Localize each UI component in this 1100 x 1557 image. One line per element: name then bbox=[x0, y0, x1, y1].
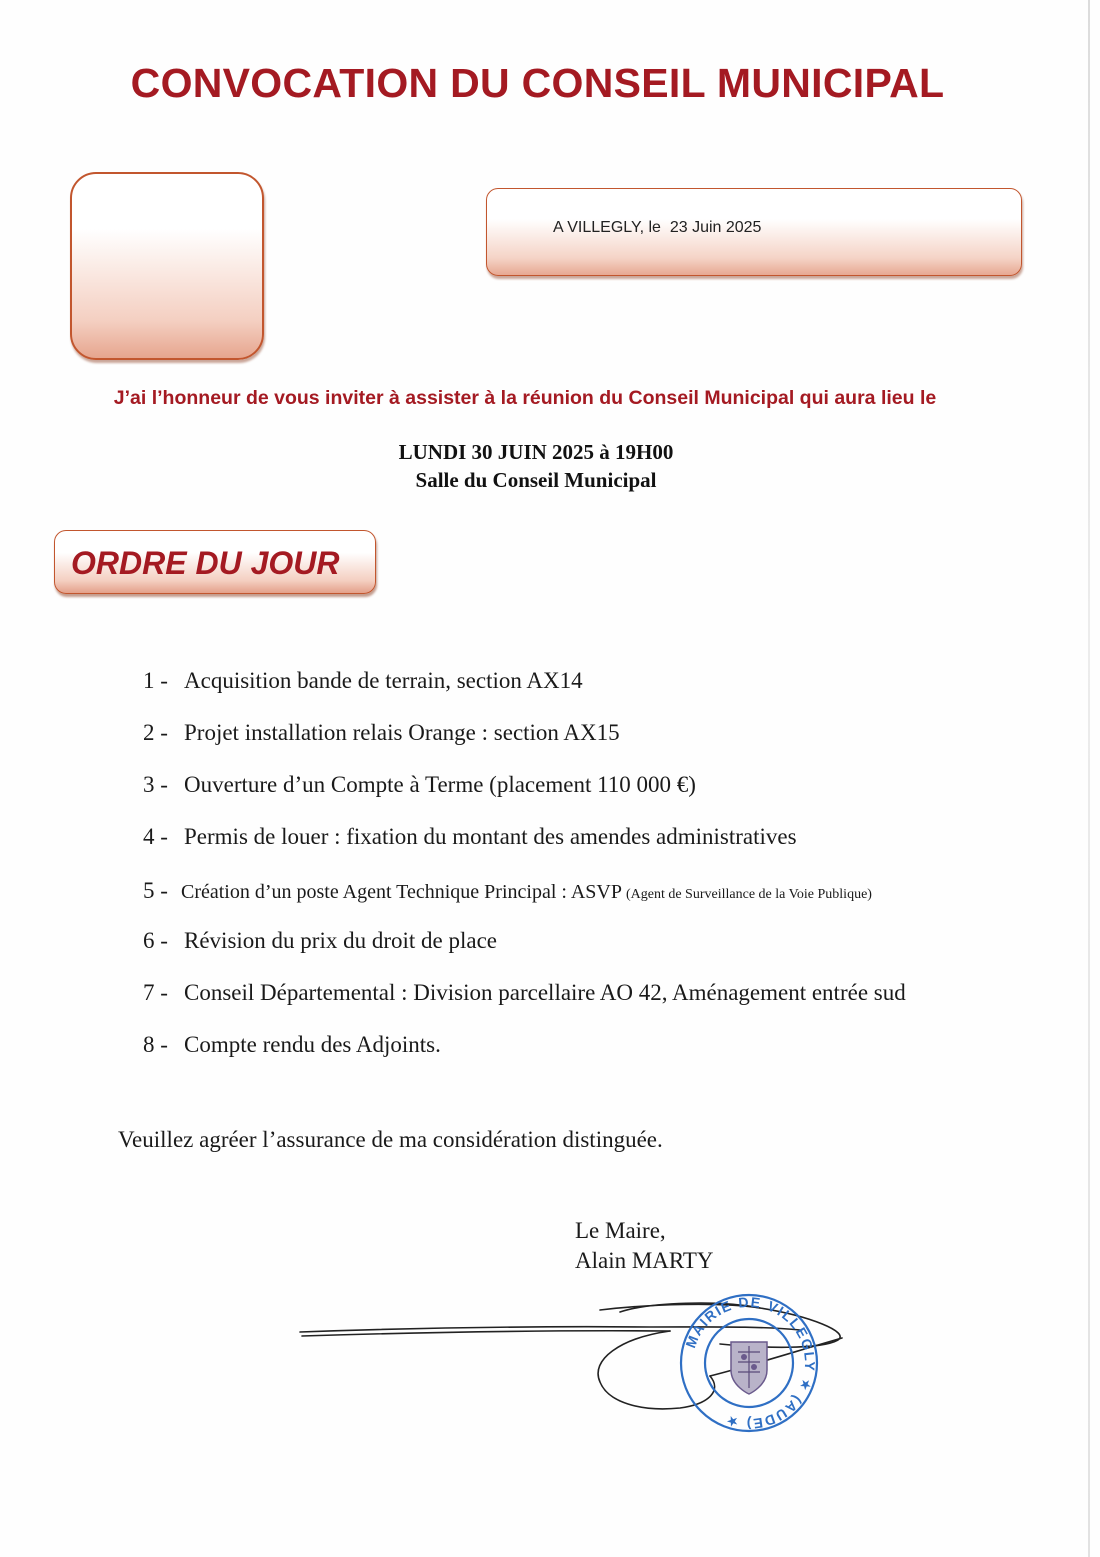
agenda-item-text: Compte rendu des Adjoints. bbox=[184, 1032, 441, 1057]
meeting-date-time: LUNDI 30 JUIN 2025 à 19H00 bbox=[398, 440, 674, 464]
agenda-item bbox=[143, 824, 797, 850]
signatory-role: Le Maire, bbox=[575, 1218, 666, 1243]
agenda-item-text: Ouverture d’un Compte à Terme (placement 110 000 €) bbox=[184, 772, 696, 797]
coat-of-arms-icon bbox=[731, 1342, 767, 1394]
agenda-item bbox=[143, 878, 872, 904]
agenda-item-text: Création d’un poste Agent Technique Principal : ASVP bbox=[181, 881, 622, 903]
agenda-item bbox=[143, 772, 696, 798]
agenda-item-text: Permis de louer : fixation du montant des amendes administratives bbox=[184, 824, 797, 849]
agenda-item-number: 4 - bbox=[143, 824, 168, 849]
agenda-item-number: 8 - bbox=[143, 1032, 168, 1057]
agenda-item-number: 6 - bbox=[143, 928, 168, 953]
agenda-title: ORDRE DU JOUR bbox=[71, 545, 340, 581]
agenda-item-number: 7 - bbox=[143, 980, 168, 1005]
agenda-item-text: Révision du prix du droit de place bbox=[184, 928, 497, 953]
agenda-item-number: 2 - bbox=[143, 720, 168, 745]
signature-block bbox=[575, 1216, 714, 1276]
agenda-item-note: (Agent de Surveillance de la Voie Publique) bbox=[625, 887, 872, 902]
place-date: A VILLEGLY, le 23 Juin 2025 bbox=[553, 219, 762, 236]
closing-formula: Veuillez agréer l’assurance de ma considération distinguée. bbox=[118, 1127, 663, 1152]
signatory-name: Alain MARTY bbox=[575, 1248, 714, 1273]
stamp-text: MAIRIE DE VILLEGLY ★ (AUDE) ★ bbox=[682, 1293, 819, 1433]
meeting-location: Salle du Conseil Municipal bbox=[415, 468, 657, 492]
agenda-item-number: 1 - bbox=[143, 668, 168, 693]
agenda-item bbox=[143, 980, 906, 1006]
agenda-item bbox=[143, 1032, 441, 1058]
agenda-item-text: Projet installation relais Orange : section AX15 bbox=[184, 720, 620, 745]
agenda-item-number: 5 - bbox=[143, 878, 168, 903]
official-stamp bbox=[676, 1290, 822, 1436]
invitation-text: J’ai l’honneur de vous inviter à assister à la réunion du Conseil Municipal qui aura lieu le bbox=[113, 387, 937, 409]
document-title: CONVOCATION DU CONSEIL MUNICIPAL bbox=[130, 60, 945, 106]
agenda-item bbox=[143, 668, 583, 694]
agenda-item-text: Conseil Départemental : Division parcellaire AO 42, Aménagement entrée sud bbox=[184, 980, 906, 1005]
agenda-item bbox=[143, 720, 620, 746]
agenda-item bbox=[143, 928, 497, 954]
agenda-item-number: 3 - bbox=[143, 772, 168, 797]
agenda-item-text: Acquisition bande de terrain, section AX14 bbox=[184, 668, 583, 693]
